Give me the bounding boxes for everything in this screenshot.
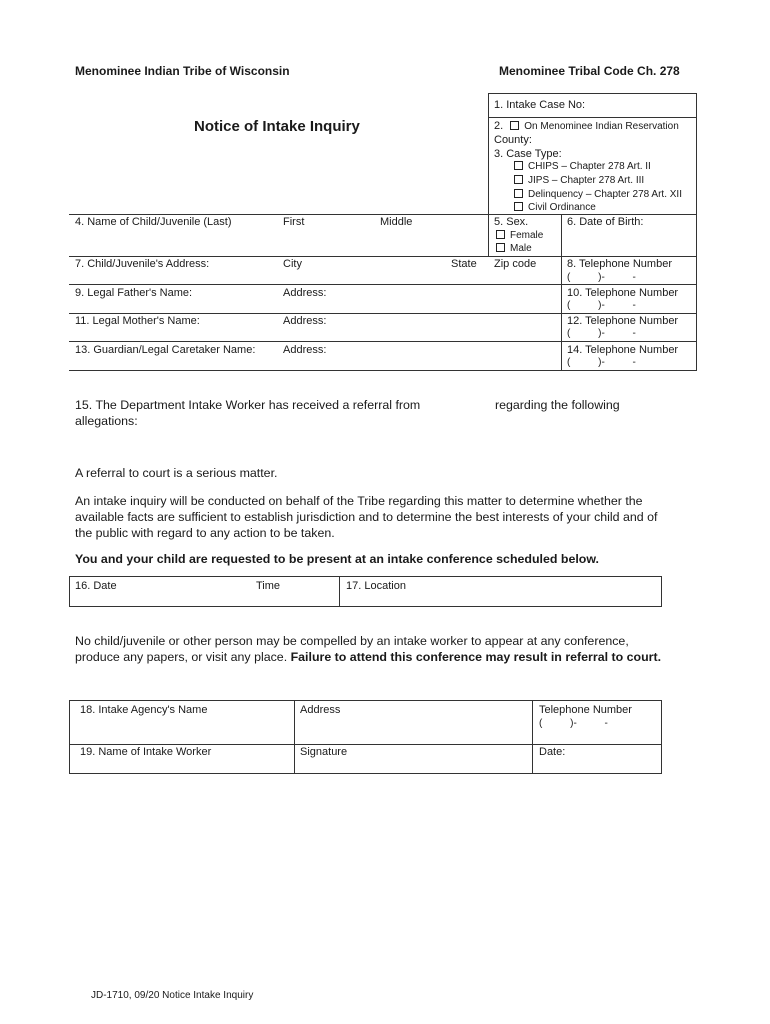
compel-line-2 xyxy=(75,650,661,666)
chips-label: CHIPS – Chapter 278 Art. II xyxy=(528,161,651,172)
agency-telephone-field[interactable]: ( )- - xyxy=(539,718,608,729)
child-address-field[interactable]: 7. Child/Juvenile's Address: xyxy=(75,258,210,270)
intake-line-3: the public with regard to any action to be taken. xyxy=(75,526,335,540)
child-telephone-field[interactable]: ( )- - xyxy=(567,272,636,283)
item2-number: 2. xyxy=(494,120,504,132)
jips-checkbox[interactable] xyxy=(514,175,523,184)
case-type-jips[interactable] xyxy=(514,175,644,186)
sex-male-option[interactable] xyxy=(496,243,532,254)
child-middle-name-field[interactable]: Middle xyxy=(380,216,413,228)
intake-case-no-field[interactable]: 1. Intake Case No: xyxy=(494,99,586,111)
father-telephone-field[interactable]: ( )- - xyxy=(567,300,636,311)
agency-telephone-label: Telephone Number xyxy=(539,704,632,716)
civil-label: Civil Ordinance xyxy=(528,202,596,213)
female-label: Female xyxy=(510,230,544,241)
compel-line-1: No child/juvenile or other person may be compelled by an intake worker to appear at any conference, xyxy=(75,634,629,648)
intake-line-1: An intake inquiry will be conducted on behalf of the Tribe regarding this matter to determine whether the xyxy=(75,494,643,508)
child-last-name-field[interactable]: 4. Name of Child/Juvenile (Last) xyxy=(75,216,232,228)
allegations-label: allegations: xyxy=(75,414,138,428)
reservation-checkbox[interactable] xyxy=(510,121,519,130)
child-first-name-field[interactable]: First xyxy=(283,216,305,228)
sex-label: 5. Sex. xyxy=(494,216,529,228)
case-type-label: 3. Case Type: xyxy=(494,148,562,160)
conference-date-field[interactable]: 16. Date xyxy=(75,580,117,592)
guardian-telephone-label: 14. Telephone Number xyxy=(567,344,679,356)
conference-request-text: You and your child are requested to be present at an intake conference scheduled below. xyxy=(75,552,599,566)
intake-agency-name-field[interactable]: 18. Intake Agency's Name xyxy=(80,704,208,716)
delinquency-label: Delinquency – Chapter 278 Art. XII xyxy=(528,189,682,200)
signature-field[interactable]: Signature xyxy=(300,746,348,758)
intake-worker-name-field[interactable]: 19. Name of Intake Worker xyxy=(80,746,212,758)
father-name-field[interactable]: 9. Legal Father's Name: xyxy=(75,287,193,299)
guardian-address-field[interactable]: Address: xyxy=(283,344,327,356)
referral-statement-cont: regarding the following xyxy=(495,398,620,412)
compel-line-2-text: produce any papers, or visit any place. xyxy=(75,650,288,664)
male-label: Male xyxy=(510,243,532,254)
case-type-delinquency[interactable] xyxy=(514,189,682,200)
mother-name-field[interactable]: 11. Legal Mother's Name: xyxy=(75,315,200,327)
date-of-birth-field[interactable]: 6. Date of Birth: xyxy=(567,216,644,228)
mother-address-field[interactable]: Address: xyxy=(283,315,327,327)
civil-checkbox[interactable] xyxy=(514,202,523,211)
tribal-code: Menominee Tribal Code Ch. 278 xyxy=(499,64,680,78)
child-zip-field[interactable]: Zip code xyxy=(494,258,537,270)
failure-warning: Failure to attend this conference may result in referral to court. xyxy=(290,650,662,664)
county-field[interactable]: County: xyxy=(494,134,532,146)
child-city-field[interactable]: City xyxy=(283,258,302,270)
reservation-label: On Menominee Indian Reservation xyxy=(524,121,679,132)
father-telephone-label: 10. Telephone Number xyxy=(567,287,679,299)
conference-time-field[interactable]: Time xyxy=(256,580,281,592)
tribe-name: Menominee Indian Tribe of Wisconsin xyxy=(75,64,290,78)
guardian-name-field[interactable]: 13. Guardian/Legal Caretaker Name: xyxy=(75,344,256,356)
guardian-telephone-field[interactable]: ( )- - xyxy=(567,357,636,368)
form-footer: JD-1710, 09/20 Notice Intake Inquiry xyxy=(91,990,254,1001)
chips-checkbox[interactable] xyxy=(514,161,523,170)
child-state-field[interactable]: State xyxy=(451,258,477,270)
case-type-chips[interactable] xyxy=(514,161,651,172)
reservation-option[interactable] xyxy=(494,120,679,132)
mother-telephone-label: 12. Telephone Number xyxy=(567,315,679,327)
conference-location-field[interactable]: 17. Location xyxy=(346,580,406,592)
sex-female-option[interactable] xyxy=(496,230,543,241)
signature-date-field[interactable]: Date: xyxy=(539,746,566,758)
case-type-civil[interactable] xyxy=(514,202,596,213)
mother-telephone-field[interactable]: ( )- - xyxy=(567,328,636,339)
male-checkbox[interactable] xyxy=(496,243,505,252)
referral-statement: 15. The Department Intake Worker has received a referral from xyxy=(75,398,421,412)
jips-label: JIPS – Chapter 278 Art. III xyxy=(528,175,645,186)
serious-matter-text: A referral to court is a serious matter. xyxy=(75,466,278,480)
intake-agency-address-field[interactable]: Address xyxy=(300,704,341,716)
intake-line-2: available facts are sufficient to establish jurisdiction and to determine the best interests of your child and of xyxy=(75,510,658,524)
page-title: Notice of Intake Inquiry xyxy=(194,118,360,135)
father-address-field[interactable]: Address: xyxy=(283,287,327,299)
child-telephone-label: 8. Telephone Number xyxy=(567,258,672,270)
delinquency-checkbox[interactable] xyxy=(514,189,523,198)
female-checkbox[interactable] xyxy=(496,230,505,239)
